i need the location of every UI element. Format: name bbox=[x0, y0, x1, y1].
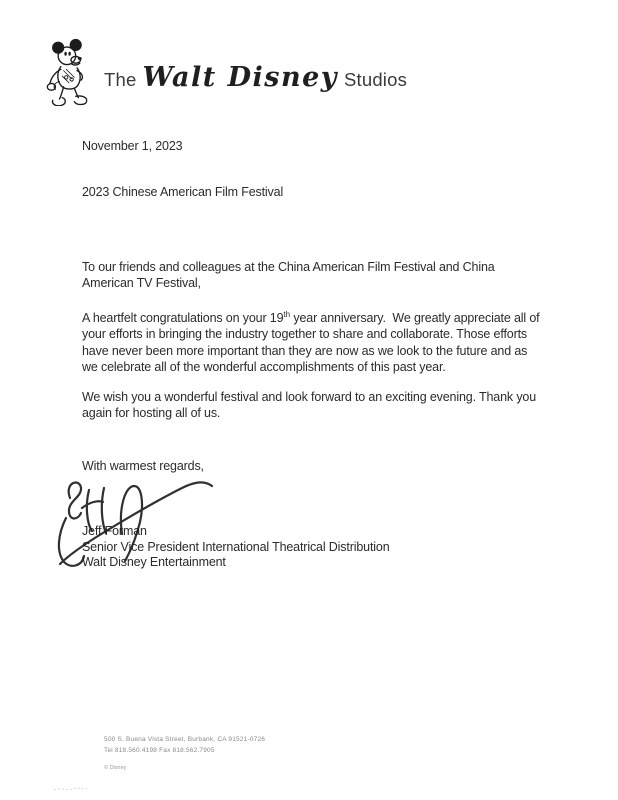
logo-studios: Studios bbox=[343, 69, 408, 90]
footer-address: 500 S. Buena Vista Street, Burbank, CA 91521-0726 bbox=[104, 736, 266, 743]
para1-text-after: year anniversary. We greatly appreciate all of your efforts in bringing the industry together to share and collaborate. Those efforts have never been more important than they are now as we look to the future and as we celebrate all of the wonderful accomplishments of this past year. bbox=[82, 310, 543, 375]
company-logo bbox=[104, 62, 407, 93]
logo-the: The bbox=[104, 69, 137, 90]
signature-block bbox=[82, 524, 390, 571]
scan-artifact bbox=[50, 781, 90, 795]
mickey-icon bbox=[46, 38, 100, 106]
logo-walt-disney: Walt Disney bbox=[142, 62, 338, 93]
letter-paragraph-2: We wish you a wonderful festival and look forward to an exciting evening. Thank you again for hosting all of us. bbox=[82, 389, 540, 421]
signer-title: Senior Vice President International Theatrical Distribution bbox=[82, 539, 390, 554]
letterhead-footer bbox=[104, 734, 265, 756]
signer-company: Walt Disney Entertainment bbox=[82, 555, 226, 570]
letter-salutation: To our friends and colleagues at the China American Film Festival and China American TV Festival, bbox=[82, 259, 498, 291]
letter-paragraph-1 bbox=[82, 307, 543, 377]
copyright-notice: © Disney bbox=[104, 765, 127, 771]
para1-text-before: A heartfelt congratulations on your 19 bbox=[82, 310, 284, 325]
signer-name: Jeff Forman bbox=[82, 524, 147, 538]
letter-date: November 1, 2023 bbox=[82, 139, 183, 153]
letter-closing: With warmest regards, bbox=[82, 459, 204, 473]
ordinal-suffix: th bbox=[283, 309, 291, 319]
letter-addressee: 2023 Chinese American Film Festival bbox=[82, 185, 284, 199]
footer-phones: Tel 818.560.4198 Fax 818.562.7905 bbox=[104, 747, 215, 754]
